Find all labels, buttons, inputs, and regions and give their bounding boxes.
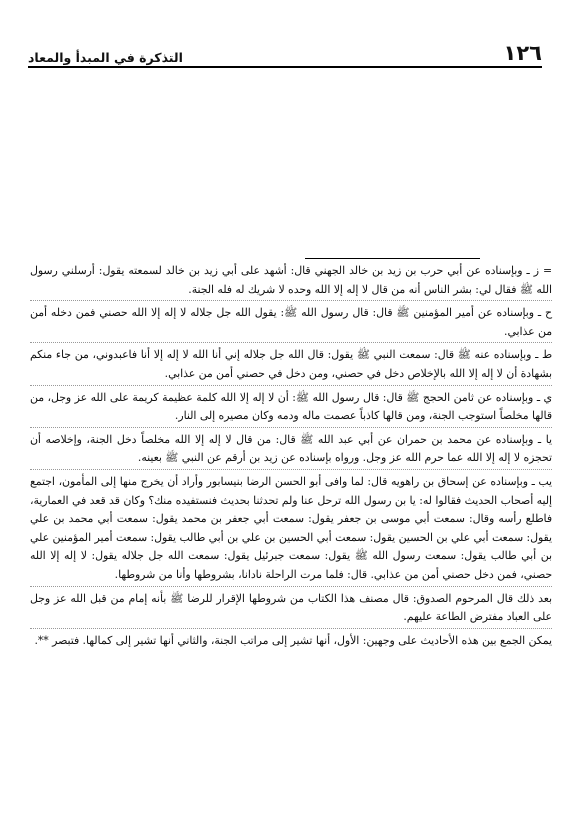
footnote-separator-rule bbox=[305, 258, 480, 259]
paragraph-divider bbox=[30, 469, 552, 472]
footnote-paragraph: بعد ذلك قال المرحوم الصدوق: قال مصنف هذا الكتاب من شروطها الإقرار للرضا ﷺ بأنه إمام من قبل الله عز وجل على العباد مفترض الطاعة عليهم. bbox=[30, 591, 552, 624]
paragraph-divider bbox=[30, 300, 552, 303]
page-header bbox=[28, 34, 542, 64]
page-number: ١٢٦ bbox=[503, 41, 542, 65]
footnote-paragraph: ح ـ وبإسناده عن أمير المؤمنين ﷺ قال: قال رسول الله ﷺ: يقول الله جل جلاله لا إله إلا الله حصني فمن دخله أمن من عذابي. bbox=[30, 306, 552, 338]
footnote-paragraph: ي ـ وبإسناده عن ثامن الحجج ﷺ قال: قال رسول الله ﷺ: أن لا إله إلا الله كلمة عظيمة كريمة على الله عز وجل، من قالها مخلصاً استوجب الجنة، ومن قالها كاذباً عصمت ماله ودمه وكان مصيره إلى النار. bbox=[30, 390, 552, 423]
paragraph-divider bbox=[30, 427, 552, 430]
paragraph-divider bbox=[30, 385, 552, 388]
footnote-paragraph: يمكن الجمع بين هذه الأحاديث على وجهين: الأول، أنها تشير إلى مراتب الجنة، والثاني أنها تشير إلى كمالها. فتبصر **. bbox=[34, 633, 552, 647]
footnote-paragraph: يب ـ وبإسناده عن إسحاق بن راهويه قال: لما وافى أبو الحسن الرضا بنيسابور وأراد أن يخرج منها إلى المأمون، اجتمع إليه أصحاب الحديث فقالوا له: يا بن رسول الله ترحل عنا ولم تحدثنا بحديث فنستفيده منك؟ وكان قد قعد في العمارية، فاطلع رأسه وقال: سمعت أبي موسى بن جعفر يقول: سمعت أبي جعفر بن محمد يقول: سمعت أبي محمد بن علي يقول: سمعت أبي علي بن الحسين يقول: سمعت أبي الحسين بن علي بن أبي طالب يقول: سمعت أمير المؤمنين علي بن أبي طالب يقول: سمعت رسول الله ﷺ يقول: سمعت جبرئيل يقول: سمعت الله جل جلاله يقول: لا إله إلا الله حصني، فمن دخل حصني أمن من عذابي. قال: فلما مرت الراحلة نادانا، بشروطها وأنا من شروطها. bbox=[30, 474, 552, 581]
header-rule bbox=[28, 66, 542, 68]
footnote-paragraph: يا ـ وبإسناده عن محمد بن حمران عن أبي عبد الله ﷺ قال: من قال لا إله إلا الله مخلصاً دخل الجنة، وإخلاصه أن تحجزه لا إله إلا الله عما حرم الله عز وجل. ورواه بإسناده عن زيد بن أرقم عن النبي ﷺ بعينه. bbox=[30, 432, 552, 465]
footnote-paragraph: = ز ـ وبإسناده عن أبي حرب بن زيد بن خالد الجهني قال: أشهد على أبي زيد بن خالد لسمعته يقول: أرسلني رسول الله ﷺ فقال لي: بشر الناس أنه من قال لا إله إلا الله وحده لا شريك له فله الجنة. bbox=[30, 264, 552, 296]
footnotes-block bbox=[30, 262, 552, 650]
footnote-paragraph: ط ـ وبإسناده عنه ﷺ قال: سمعت النبي ﷺ يقول: قال الله جل جلاله إني أنا الله لا إله إلا أنا فاعبدوني، من جاء منكم بشهادة أن لا إله إلا الله بالإخلاص دخل في حصني، ومن دخل في حصني أمن من عذابي. bbox=[30, 348, 552, 380]
paragraph-divider bbox=[30, 342, 552, 345]
running-title: التذكرة في المبدأ والمعاد bbox=[28, 49, 183, 65]
paragraph-divider bbox=[30, 628, 552, 631]
paragraph-divider bbox=[30, 586, 552, 589]
